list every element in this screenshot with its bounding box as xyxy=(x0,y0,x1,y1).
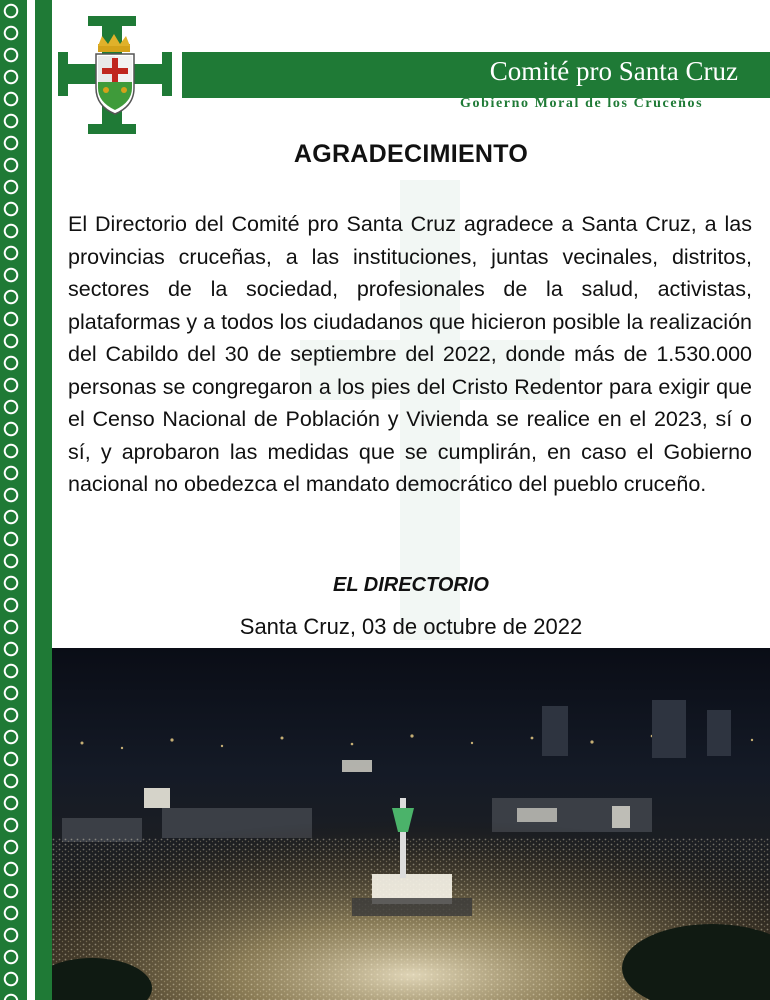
document-body: El Directorio del Comité pro Santa Cruz agradece a Santa Cruz, a las provincias cruceñas, a las instituciones, juntas vecinales, distritos, sectores de la sociedad, profesionales de la salud, activistas, plataformas y a todos los ciudadanos que hicieron posible la realización del Cabildo del 30 de septiembre del 2022, donde más de 1.530.000 personas se congregaron a los pies del Cristo Redentor para exigir que el Censo Nacional de Población y Vivienda se realice en el 2023, sí o sí, y aprobaron las medidas que se cumplirán, en caso el Gobierno nacional no obedezca el mandato democrático del pueblo cruceño. xyxy=(68,212,752,496)
header-bar xyxy=(182,52,770,98)
border-white-stripe xyxy=(27,0,35,1000)
dateline: Santa Cruz, 03 de octubre de 2022 xyxy=(239,614,583,639)
cross-emblem-icon xyxy=(58,16,172,134)
org-tagline: Gobierno Moral de los Cruceños xyxy=(460,96,704,111)
org-name: Comité pro Santa Cruz xyxy=(489,56,738,86)
border-scroll-pattern xyxy=(0,0,22,1000)
border-green-stripe xyxy=(35,0,52,1000)
signature: EL DIRECTORIO xyxy=(333,574,489,596)
left-decorative-border xyxy=(0,0,52,1000)
night-crowd-photo xyxy=(52,648,770,1000)
document-title: AGRADECIMIENTO xyxy=(293,140,529,168)
